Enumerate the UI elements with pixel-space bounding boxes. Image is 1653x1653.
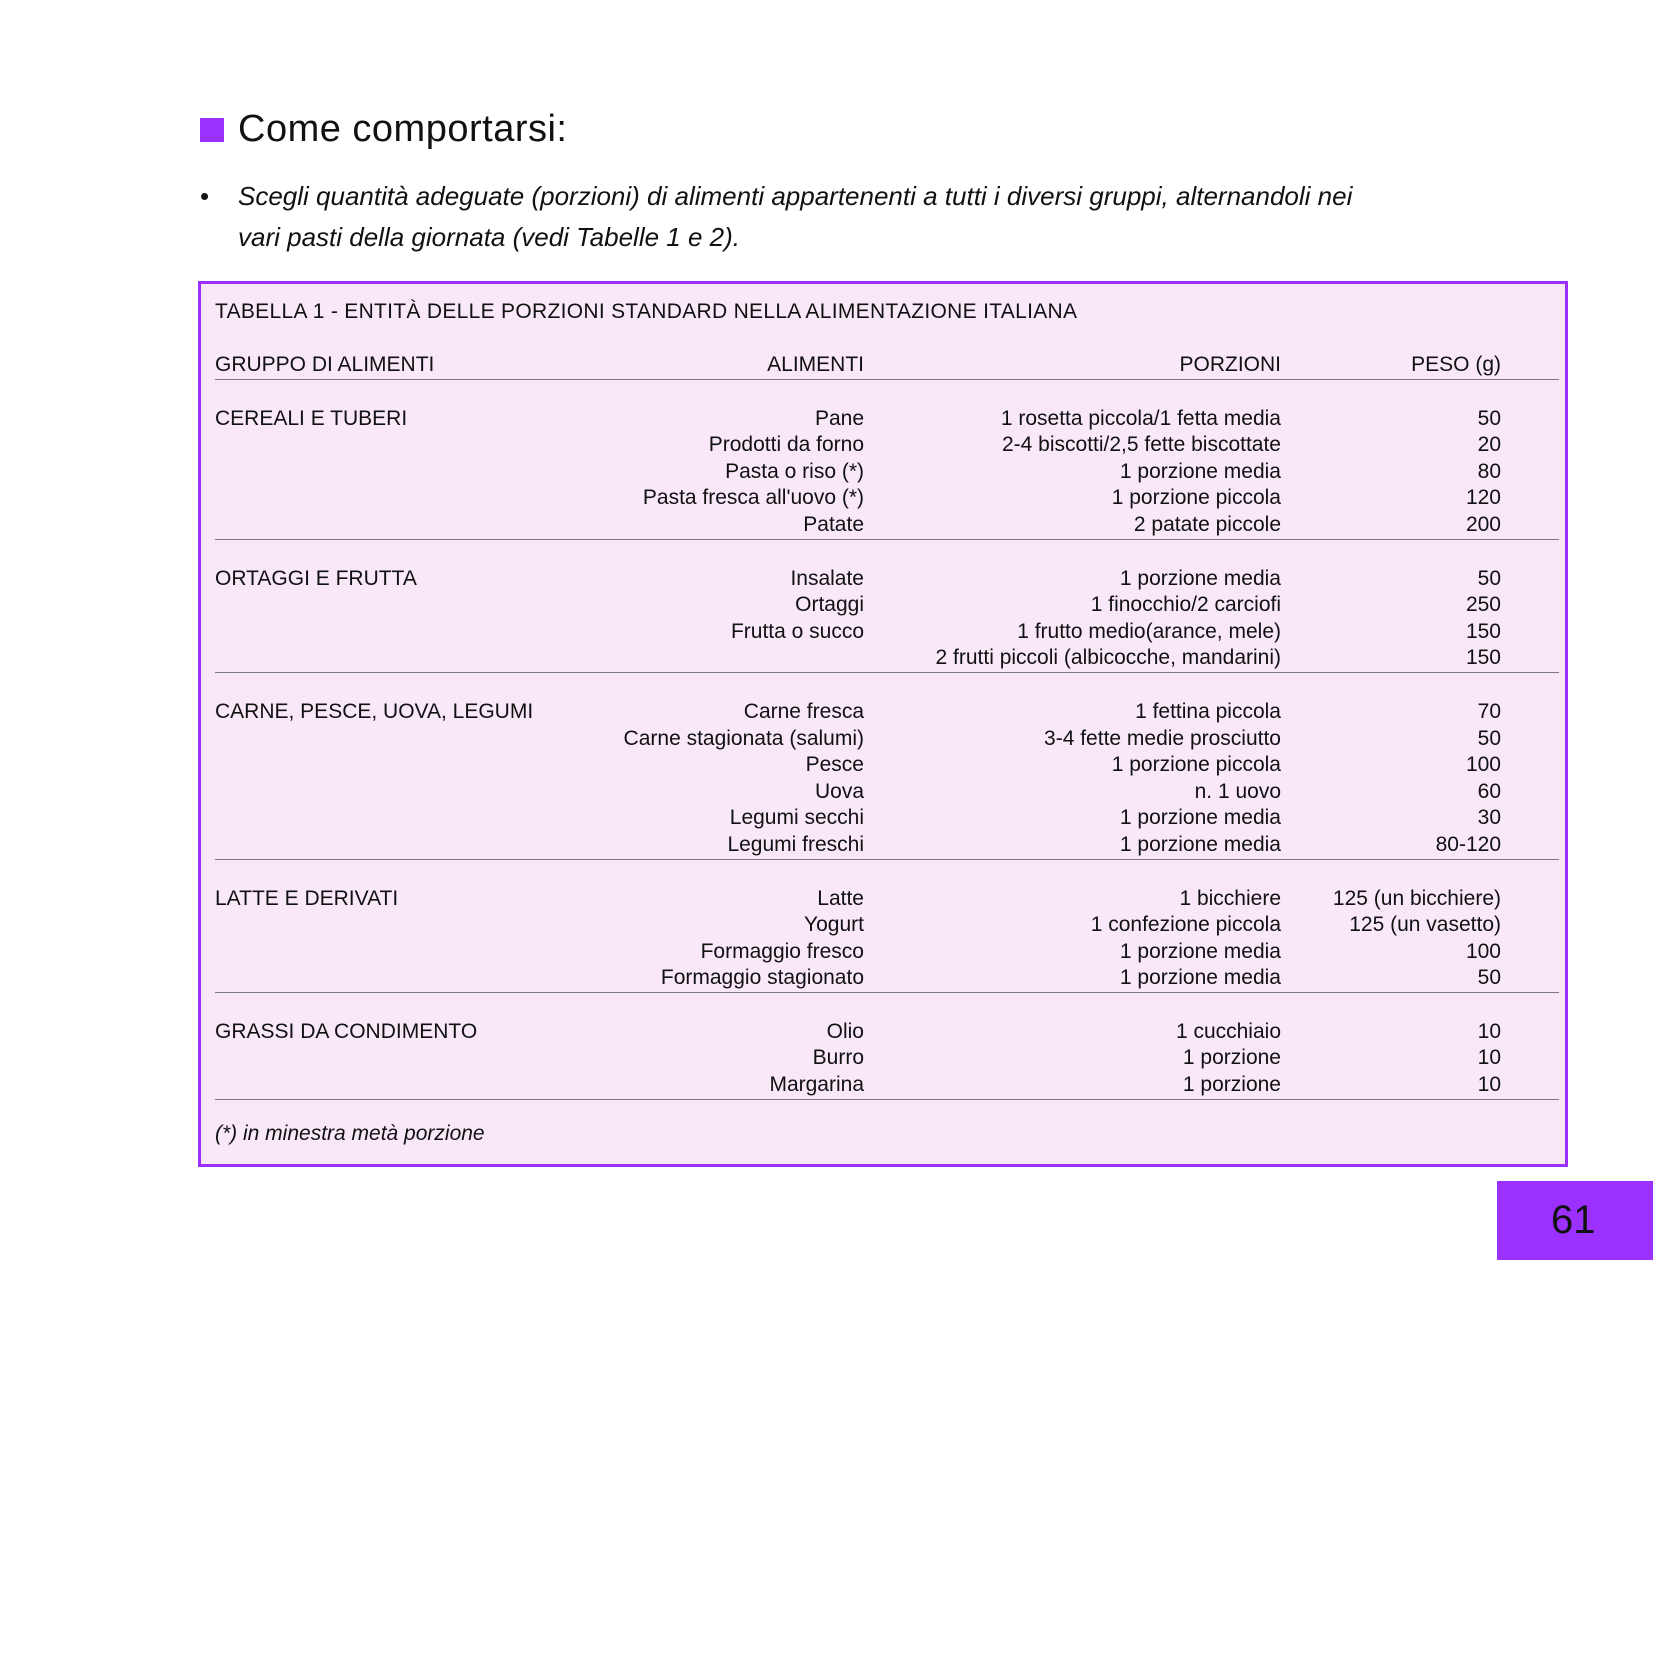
portion-cell: 1 porzione media [1119,566,1281,590]
table-row [215,1072,1559,1099]
group-name: CARNE, PESCE, UOVA, LEGUMI [215,699,534,723]
table-row [215,566,1559,593]
table-footnote: (*) in minestra metà porzione [215,1122,485,1145]
header-group: GRUPPO DI ALIMENTI [215,353,435,376]
table-header-row [215,352,1559,380]
portion-cell: 1 frutto medio(arance, mele) [1017,619,1281,643]
food-cell: Margarina [769,1073,864,1097]
weight-cell: 70 [1477,699,1501,723]
food-cell: Ortaggi [795,593,864,617]
table-row [215,912,1559,939]
weight-cell: 125 (un vasetto) [1349,913,1501,937]
portion-cell: 3-4 fette medie prosciutto [1044,726,1281,750]
portion-cell: 1 porzione [1182,1046,1281,1070]
table-row [215,512,1559,539]
weight-cell: 20 [1477,433,1501,457]
header-portion: PORZIONI [1179,353,1281,376]
table-title: TABELLA 1 - ENTITÀ DELLE PORZIONI STANDARD NELLA ALIMENTAZIONE ITALIANA [215,300,1078,323]
portion-cell: 1 porzione media [1119,459,1281,483]
table-body [215,352,1559,1100]
food-cell: Yogurt [804,913,864,937]
food-cell: Latte [817,886,864,910]
header-weight: PESO (g) [1411,353,1501,376]
heading-square-icon [200,118,224,142]
weight-cell: 10 [1477,1073,1501,1097]
table-row [215,1019,1559,1046]
group-name: ORTAGGI E FRUTTA [215,566,417,590]
group-name: GRASSI DA CONDIMENTO [215,1019,478,1043]
table-row [215,619,1559,646]
portion-cell: 2 patate piccole [1133,512,1281,536]
table-group [215,406,1559,540]
table-row [215,592,1559,619]
table-group [215,566,1559,673]
portion-cell: 1 bicchiere [1179,886,1281,910]
page-number: 61 [1497,1181,1653,1260]
weight-cell: 200 [1465,512,1501,536]
portion-cell: 2 frutti piccoli (albicocche, mandarini) [935,646,1281,670]
food-cell: Pesce [805,753,864,777]
table-group [215,886,1559,993]
weight-cell: 80-120 [1435,832,1501,856]
portion-cell: 1 finocchio/2 carciofi [1090,593,1281,617]
portion-cell: 1 rosetta piccola/1 fetta media [1000,406,1281,430]
food-cell: Formaggio fresco [700,939,864,963]
weight-cell: 100 [1465,939,1501,963]
table-row [215,485,1559,512]
portion-cell: 1 porzione piccola [1111,753,1281,777]
food-cell: Carne fresca [743,699,864,723]
weight-cell: 150 [1465,619,1501,643]
table-row [215,805,1559,832]
food-cell: Pane [814,406,864,430]
weight-cell: 80 [1477,459,1501,483]
portion-cell: 2-4 biscotti/2,5 fette biscottate [1002,433,1281,457]
group-name: CEREALI E TUBERI [215,406,408,430]
food-cell: Formaggio stagionato [660,966,864,990]
portion-cell: 1 cucchiaio [1175,1019,1281,1043]
food-cell: Olio [826,1019,864,1043]
table-row [215,832,1559,859]
table-row [215,406,1559,433]
food-cell: Pasta fresca all'uovo (*) [642,486,864,510]
weight-cell: 125 (un bicchiere) [1332,886,1501,910]
weight-cell: 120 [1465,486,1501,510]
portion-cell: 1 porzione media [1119,966,1281,990]
section-title: Come comportarsi: [238,108,568,150]
table-row [215,726,1559,753]
portion-cell: 1 porzione media [1119,939,1281,963]
food-cell: Legumi secchi [729,806,864,830]
weight-cell: 150 [1465,646,1501,670]
portion-cell: n. 1 uovo [1194,779,1281,803]
portion-cell: 1 confezione piccola [1090,913,1281,937]
food-cell: Patate [803,512,864,536]
table-row [215,939,1559,966]
weight-cell: 10 [1477,1046,1501,1070]
weight-cell: 10 [1477,1019,1501,1043]
portion-cell: 1 porzione piccola [1111,486,1281,510]
intro-text: Scegli quantità adeguate (porzioni) di alimenti appartenenti a tutti i diversi gruppi, alternandoli nei vari pasti della giornata (vedi Tabelle 1 e 2). [238,181,1353,252]
weight-cell: 60 [1477,779,1501,803]
group-name: LATTE E DERIVATI [215,886,399,910]
food-cell: Insalate [790,566,864,590]
table-row [215,459,1559,486]
weight-cell: 30 [1477,806,1501,830]
weight-cell: 50 [1477,566,1501,590]
food-cell: Carne stagionata (salumi) [623,726,864,750]
section-heading [200,108,567,151]
table-row [215,699,1559,726]
table-row [215,779,1559,806]
weight-cell: 100 [1465,753,1501,777]
food-cell: Legumi freschi [727,832,864,856]
food-cell: Burro [812,1046,864,1070]
table-row [215,432,1559,459]
table-row [215,1045,1559,1072]
food-cell: Prodotti da forno [708,433,864,457]
bullet-icon: • [200,181,210,211]
food-cell: Frutta o succo [730,619,864,643]
portion-cell: 1 porzione media [1119,832,1281,856]
weight-cell: 50 [1477,406,1501,430]
food-cell: Pasta o riso (*) [725,459,864,483]
table-group [215,1019,1559,1100]
table-row [215,752,1559,779]
table-group [215,699,1559,860]
portion-table [198,281,1568,1167]
weight-cell: 250 [1465,593,1501,617]
table-row [215,645,1559,672]
intro-paragraph [200,176,1400,258]
table-row [215,886,1559,913]
weight-cell: 50 [1477,726,1501,750]
portion-cell: 1 fettina piccola [1135,699,1281,723]
food-cell: Uova [814,779,864,803]
portion-cell: 1 porzione [1182,1073,1281,1097]
table-row [215,965,1559,992]
header-food: ALIMENTI [767,353,864,376]
portion-cell: 1 porzione media [1119,806,1281,830]
weight-cell: 50 [1477,966,1501,990]
